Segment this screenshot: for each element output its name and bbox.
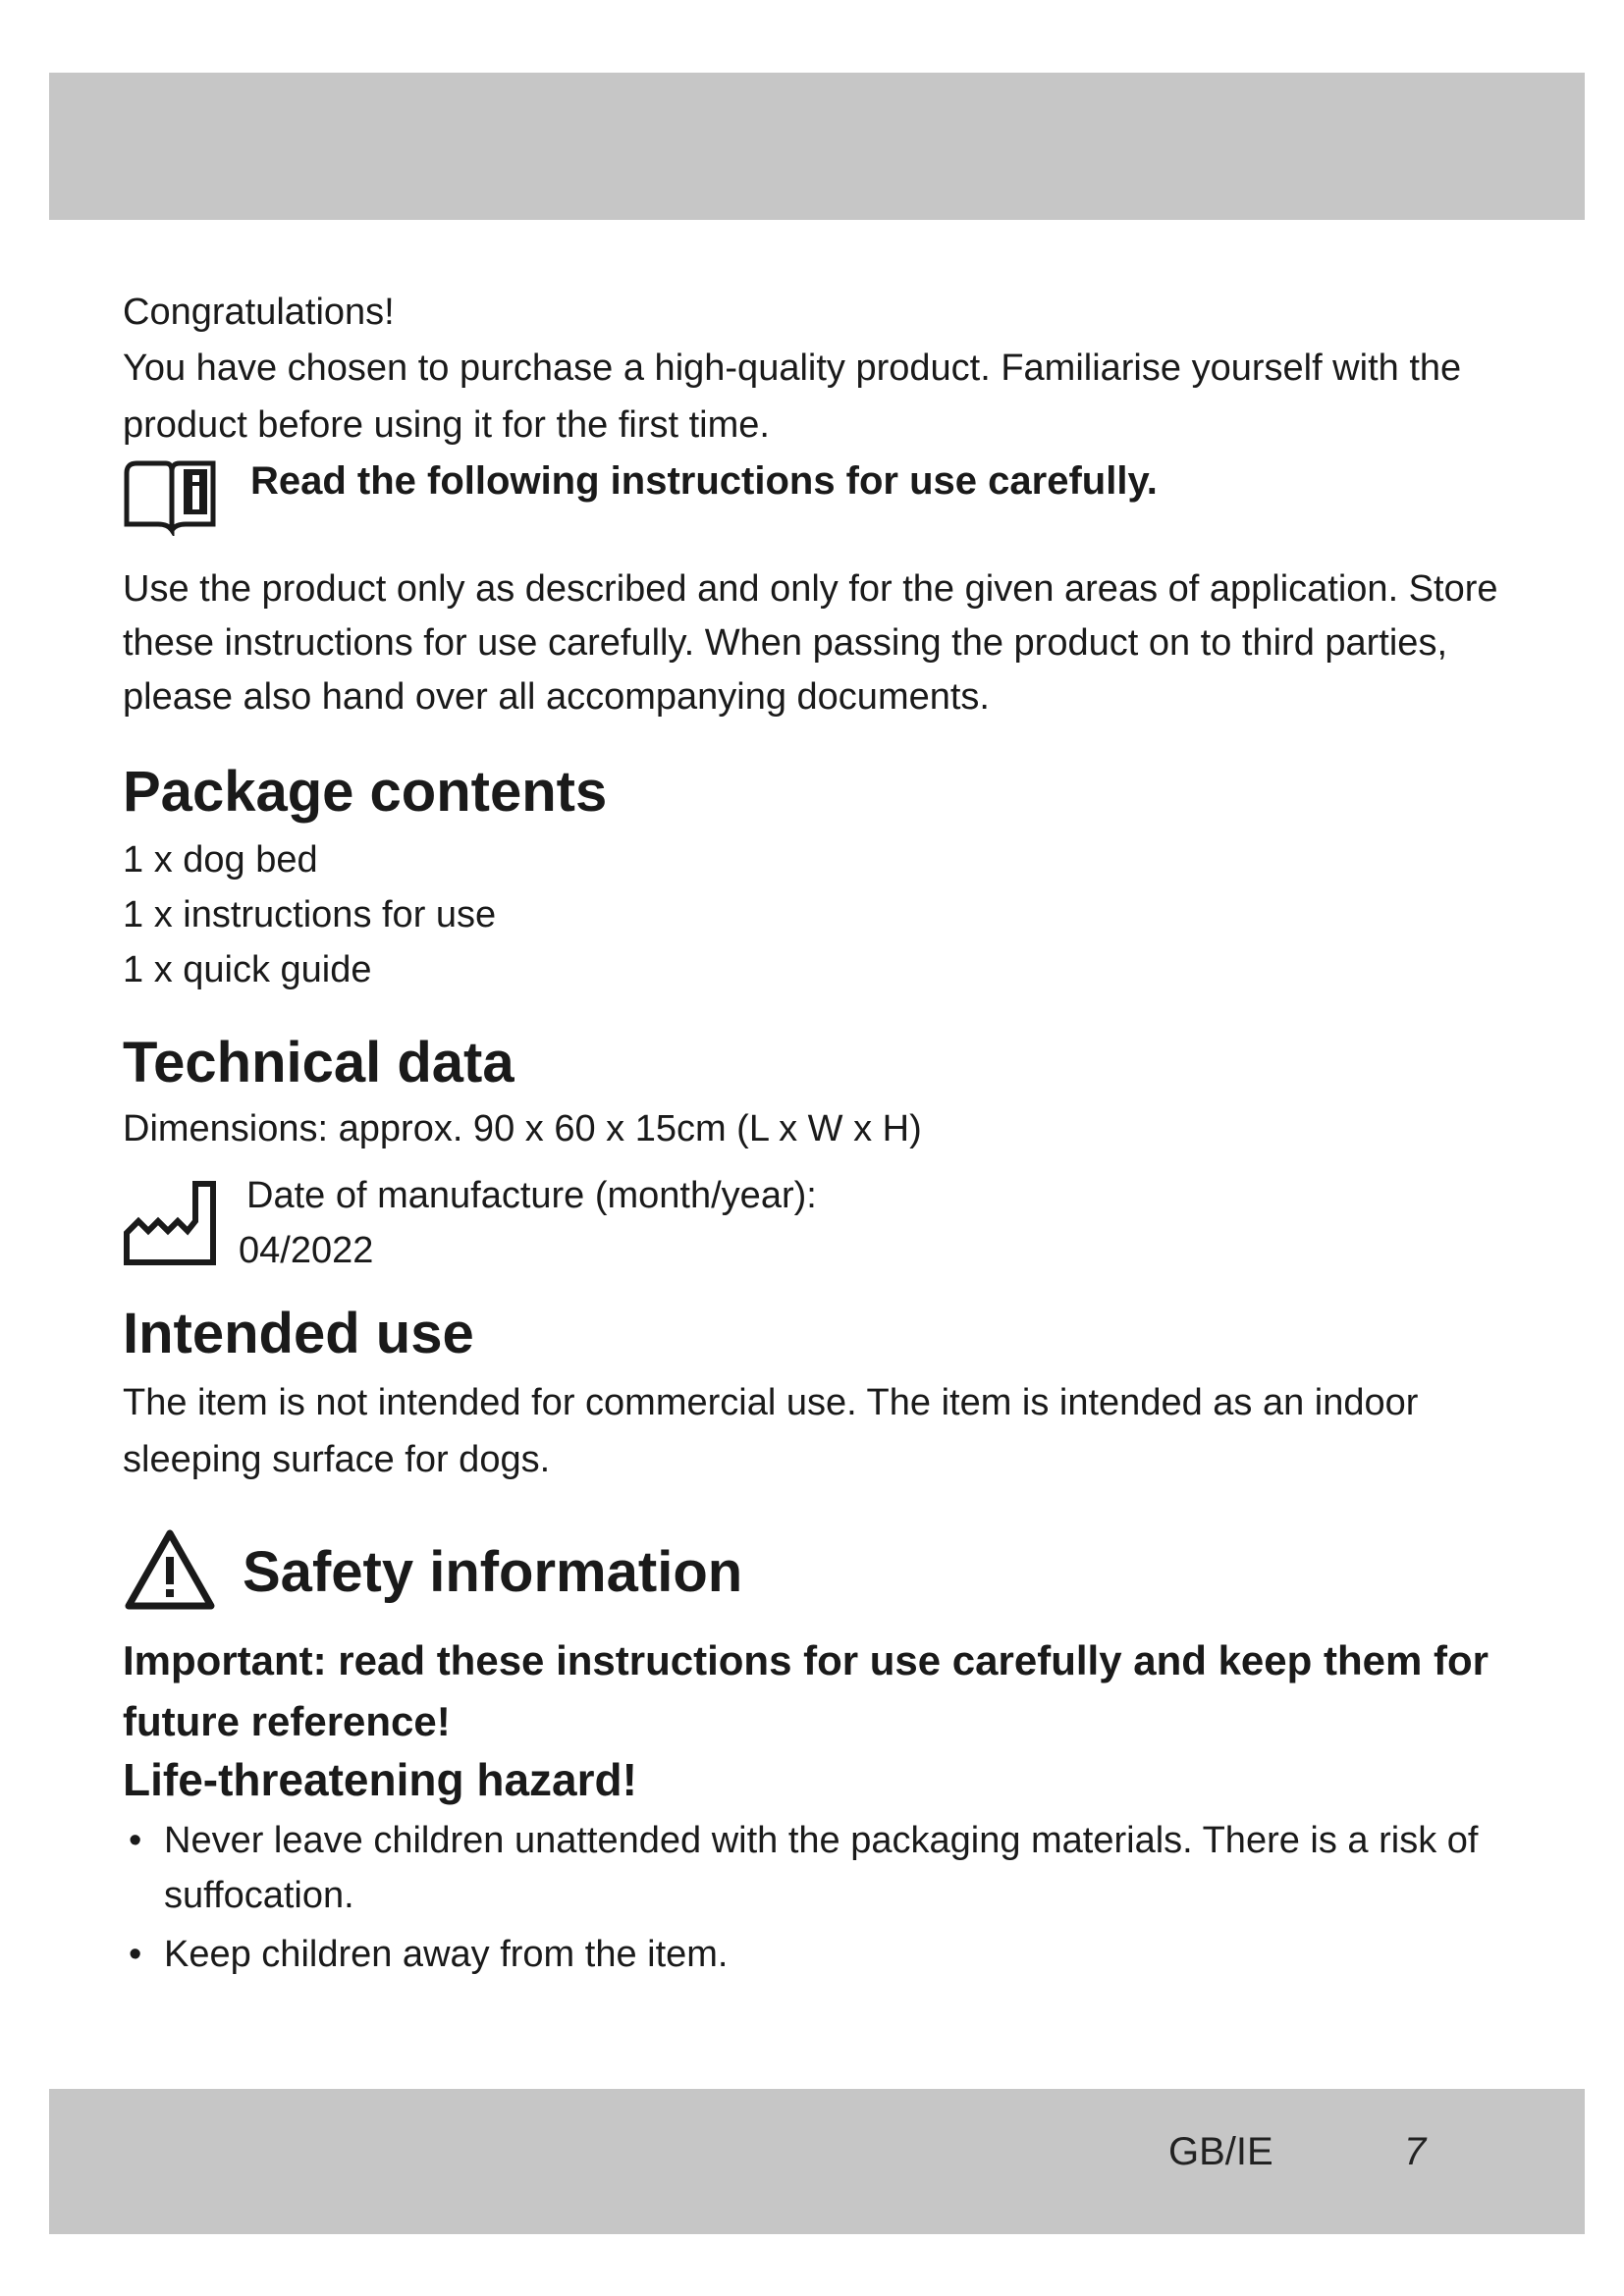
greeting: Congratulations!	[123, 292, 395, 333]
list-item: • Keep children away from the item.	[129, 1934, 729, 1975]
page-content	[123, 285, 1517, 1982]
intended-text: The item is not intended for commercial use. The item is intended as an indoor sleeping surface for dogs.	[123, 1382, 1419, 1480]
manufacture-date-text	[239, 1168, 817, 1278]
hazard-heading: Life-threatening hazard!	[123, 1754, 637, 1805]
list-item: 1 x quick guide	[123, 949, 372, 990]
manufacture-value: 04/2022	[239, 1230, 374, 1271]
package-heading: Package contents	[123, 760, 608, 824]
technical-heading: Technical data	[123, 1031, 514, 1095]
usage-text: Use the product only as described and only for the given areas of application. Store these instructions for use carefully. When passing the product on to third parties, please also hand over all accompanying documents.	[123, 568, 1498, 718]
safety-heading-row	[123, 1527, 1517, 1617]
list-item: • Never leave children unattended with the packaging materials. There is a risk of suffocation.	[129, 1820, 1479, 1916]
manufacture-date	[123, 1168, 1517, 1278]
page-number: 7	[1404, 2130, 1427, 2173]
footer-band	[49, 2089, 1585, 2234]
manufacture-label: Date of manufacture (month/year):	[246, 1175, 817, 1216]
safety-bullets	[123, 1813, 1517, 1982]
package-list	[123, 832, 1517, 997]
manufacture-date-icon	[123, 1178, 221, 1271]
header-band	[49, 73, 1585, 220]
bullet-text: Never leave children unattended with the packaging materials. There is a risk of suffocation.	[164, 1820, 1479, 1916]
intended-heading: Intended use	[123, 1302, 474, 1365]
dimensions-text: Dimensions: approx. 90 x 60 x 15cm (L x W x H)	[123, 1108, 922, 1149]
bullet-text: Keep children away from the item.	[164, 1934, 729, 1975]
list-item: 1 x instructions for use	[123, 894, 497, 935]
safety-heading: Safety information	[243, 1539, 743, 1604]
list-item: 1 x dog bed	[123, 839, 318, 881]
intro-text: You have chosen to purchase a high-quality product. Familiarise yourself with the product before using it for the first time.	[123, 347, 1462, 446]
safety-important: Important: read these instructions for use carefully and keep them for future reference!	[123, 1637, 1489, 1744]
read-instructions-text: Read the following instructions for use carefully.	[250, 459, 1158, 503]
footer-region: GB/IE	[1168, 2130, 1273, 2173]
read-manual-icon	[123, 457, 221, 541]
read-instructions-notice	[123, 457, 1517, 541]
warning-triangle-icon	[123, 1527, 217, 1617]
